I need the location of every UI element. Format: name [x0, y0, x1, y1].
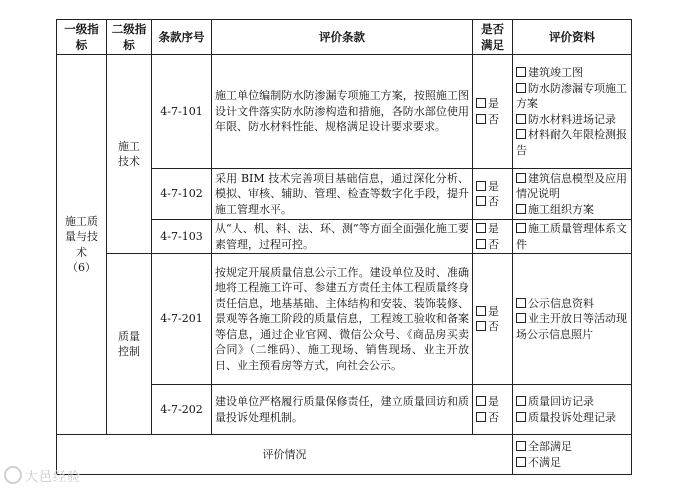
checkbox-icon	[476, 239, 486, 249]
material-item[interactable]: 防水材料进场记录	[516, 112, 628, 128]
material-item[interactable]: 材料耐久年限检测报告	[516, 128, 627, 157]
clause-code: 4-7-202	[152, 385, 212, 435]
header-level1: 一级指标	[57, 20, 107, 55]
option-no[interactable]: 否	[476, 319, 509, 335]
material-item[interactable]: 建筑信息模型及应用情况说明	[516, 171, 627, 201]
header-condition: 评价条款	[212, 20, 473, 55]
material-item[interactable]: 建筑竣工图	[516, 65, 628, 81]
checkbox-icon	[476, 114, 486, 124]
option-yes[interactable]: 是	[476, 221, 509, 237]
checkbox-icon	[476, 223, 486, 233]
satisfied-options	[473, 169, 513, 220]
material-item[interactable]: 施工质量管理体系文件	[516, 222, 627, 251]
checkbox-icon	[516, 204, 526, 214]
material-item[interactable]: 业主开放日等活动现场公示信息照片	[516, 312, 627, 341]
checkbox-icon	[516, 223, 526, 233]
clause-code: 4-7-102	[152, 169, 212, 220]
satisfied-options	[473, 55, 513, 169]
header-satisfied: 是否满足	[473, 20, 513, 55]
checkbox-icon	[516, 298, 526, 308]
materials-list	[513, 55, 632, 169]
satisfied-options	[473, 385, 513, 435]
option-no[interactable]: 否	[476, 237, 509, 253]
option-no[interactable]: 否	[476, 112, 509, 128]
material-item[interactable]: 公示信息资料	[516, 296, 628, 312]
table-row	[57, 254, 632, 385]
clause-text: 按规定开展质量信息公示工作。建设单位及时、准确地将工程施工许可、参建五方责任主体工程质量终身责任信息，地基基础、主体结构和安装、装饰装修、景观等各施工阶段的质量信息，工程竣工验收和备案等信息，通过企业官网、微信公众号、《商品房买卖合同》（二维码）、施工现场、销售现场、业主开放日、业主预看房等方式，向社会公示。	[212, 254, 473, 385]
checkbox-icon	[516, 313, 526, 323]
level1-score: （6）	[67, 261, 96, 274]
level1-label: 施工质量与技术	[65, 214, 98, 259]
watermark	[4, 466, 81, 485]
checkbox-icon	[516, 114, 526, 124]
clause-code: 4-7-103	[152, 220, 212, 254]
checkbox-icon	[476, 306, 486, 316]
option-not-satisfied[interactable]: 不满足	[516, 455, 628, 471]
checkbox-icon	[476, 412, 486, 422]
checkbox-icon	[516, 457, 526, 467]
checkbox-icon	[516, 396, 526, 406]
watermark-text: 大邑经验	[25, 470, 82, 485]
satisfied-options	[473, 220, 513, 254]
summary-label: 评价情况	[57, 435, 513, 475]
group-label-tech: 施工技术	[107, 55, 152, 254]
material-item[interactable]: 质量回访记录	[516, 394, 628, 410]
summary-row	[57, 435, 632, 475]
checkbox-icon	[516, 173, 526, 183]
header-code: 条款序号	[152, 20, 212, 55]
group-label-quality: 质量控制	[107, 254, 152, 435]
summary-options	[513, 435, 632, 475]
material-item[interactable]: 防水防渗漏专项施工方案	[516, 81, 627, 110]
header-materials: 评价资料	[513, 20, 632, 55]
option-all-satisfied[interactable]: 全部满足	[516, 439, 628, 455]
checkbox-icon	[476, 181, 486, 191]
checkbox-icon	[476, 98, 486, 108]
option-yes[interactable]: 是	[476, 179, 509, 195]
material-item[interactable]: 施工组织方案	[516, 202, 628, 218]
level1-cell	[57, 55, 107, 435]
option-no[interactable]: 否	[476, 410, 509, 426]
option-no[interactable]: 否	[476, 194, 509, 210]
checkbox-icon	[476, 396, 486, 406]
header-level2: 二级指标	[107, 20, 152, 55]
materials-list	[513, 385, 632, 435]
option-yes[interactable]: 是	[476, 394, 509, 410]
option-yes[interactable]: 是	[476, 304, 509, 320]
checkbox-icon	[476, 196, 486, 206]
watermark-logo-icon	[4, 466, 22, 484]
material-item[interactable]: 质量投诉处理记录	[516, 410, 628, 426]
clause-code: 4-7-101	[152, 55, 212, 169]
checkbox-icon	[516, 441, 526, 451]
checkbox-icon	[516, 129, 526, 139]
clause-code: 4-7-201	[152, 254, 212, 385]
clause-text: 施工单位编制防水防渗漏专项施工方案，按照施工图设计文件落实防水防渗构造和措施，各防水部位使用年限、防水材料性能、规格满足设计要求要求。	[212, 55, 473, 169]
clause-text: 从“人、机、料、法、环、测”等方面全面强化施工要素管理，过程可控。	[212, 220, 473, 254]
header-row	[57, 20, 632, 55]
materials-list	[513, 169, 632, 220]
clause-text: 采用 BIM 技术完善项目基础信息，通过深化分析、模拟、审核、辅助、管理、检查等数字化手段，提升施工管理水平。	[212, 169, 473, 220]
clause-text: 建设单位严格履行质量保修责任，建立质量回访和质量投诉处理机制。	[212, 385, 473, 435]
satisfied-options	[473, 254, 513, 385]
checkbox-icon	[476, 321, 486, 331]
materials-list	[513, 254, 632, 385]
table-row	[57, 55, 632, 169]
materials-list	[513, 220, 632, 254]
evaluation-table	[56, 19, 632, 475]
checkbox-icon	[516, 412, 526, 422]
option-yes[interactable]: 是	[476, 96, 509, 112]
checkbox-icon	[516, 67, 526, 77]
checkbox-icon	[516, 83, 526, 93]
